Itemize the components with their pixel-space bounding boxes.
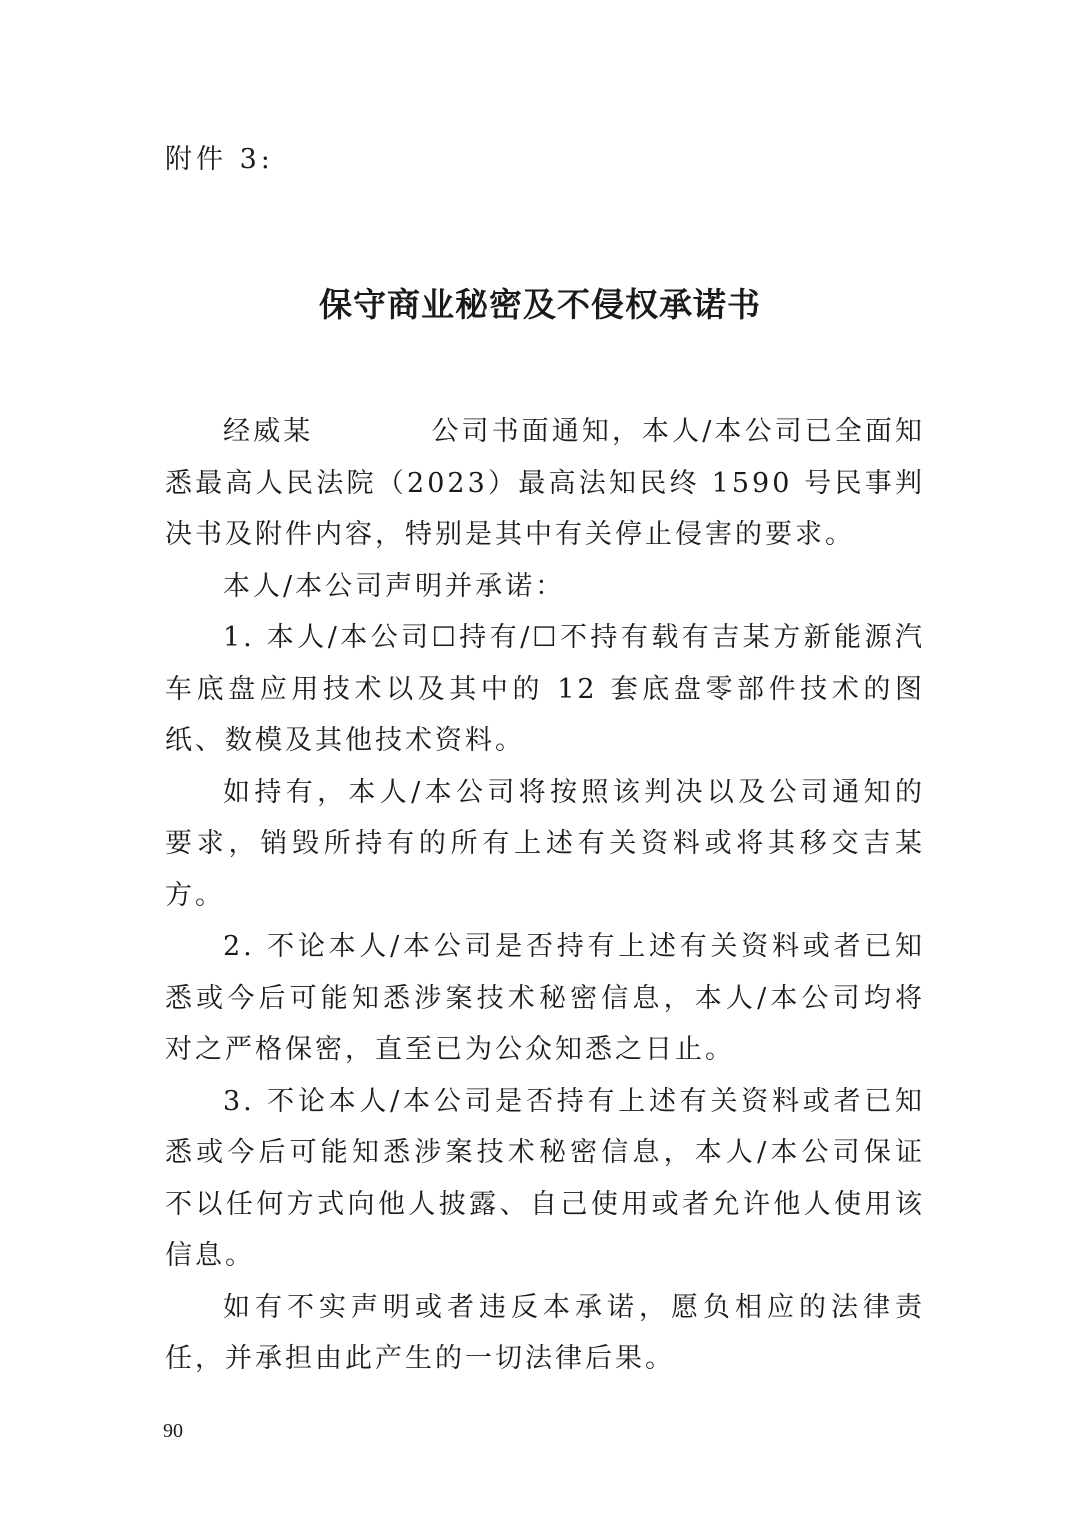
attachment-label: 附件 3: [165,144,274,175]
intro-text-start: 经威某 [223,416,314,447]
closing-paragraph: 如有不实声明或者违反本承诺，愿负相应的法律责任，并承担由此产生的一切法律后果。 [165,1291,925,1374]
commitment-item-3: 3. 不论本人/本公司是否持有上述有关资料或者已知悉或今后可能知悉涉案技术秘密信息，本人/本公司保证不以任何方式向他人披露、自己使用或者允许他人使用该信息。 [165,1085,925,1271]
intro-paragraph [165,406,925,561]
intro-text-rest: 公司书面通知，本人/本公司已全面知悉最高人民法院（2023）最高法知民终 1590 号民事判决书及附件内容，特别是其中有关停止侵害的要求。 [165,416,925,550]
commitment-item-2: 2. 不论本人/本公司是否持有上述有关资料或者已知悉或今后可能知悉涉案技术秘密信息，本人/本公司均将对之严格保密，直至已为公众知悉之日止。 [165,931,925,1065]
commitment-item-1: 1. 本人/本公司☐持有/☐不持有载有吉某方新能源汽车底盘应用技术以及其中的 12 套底盘零部件技术的图纸、数模及其他技术资料。 [165,622,925,756]
declaration-paragraph: 本人/本公司声明并承诺： [223,570,566,602]
document-title: 保守商业秘密及不侵权承诺书 [319,285,761,324]
document-body [165,406,925,1385]
commitment-item-1-followup: 如持有，本人/本公司将按照该判决以及公司通知的要求，销毁所持有的所有上述有关资料或将其移交吉某方。 [165,776,925,911]
page-number: 90 [163,1420,183,1442]
